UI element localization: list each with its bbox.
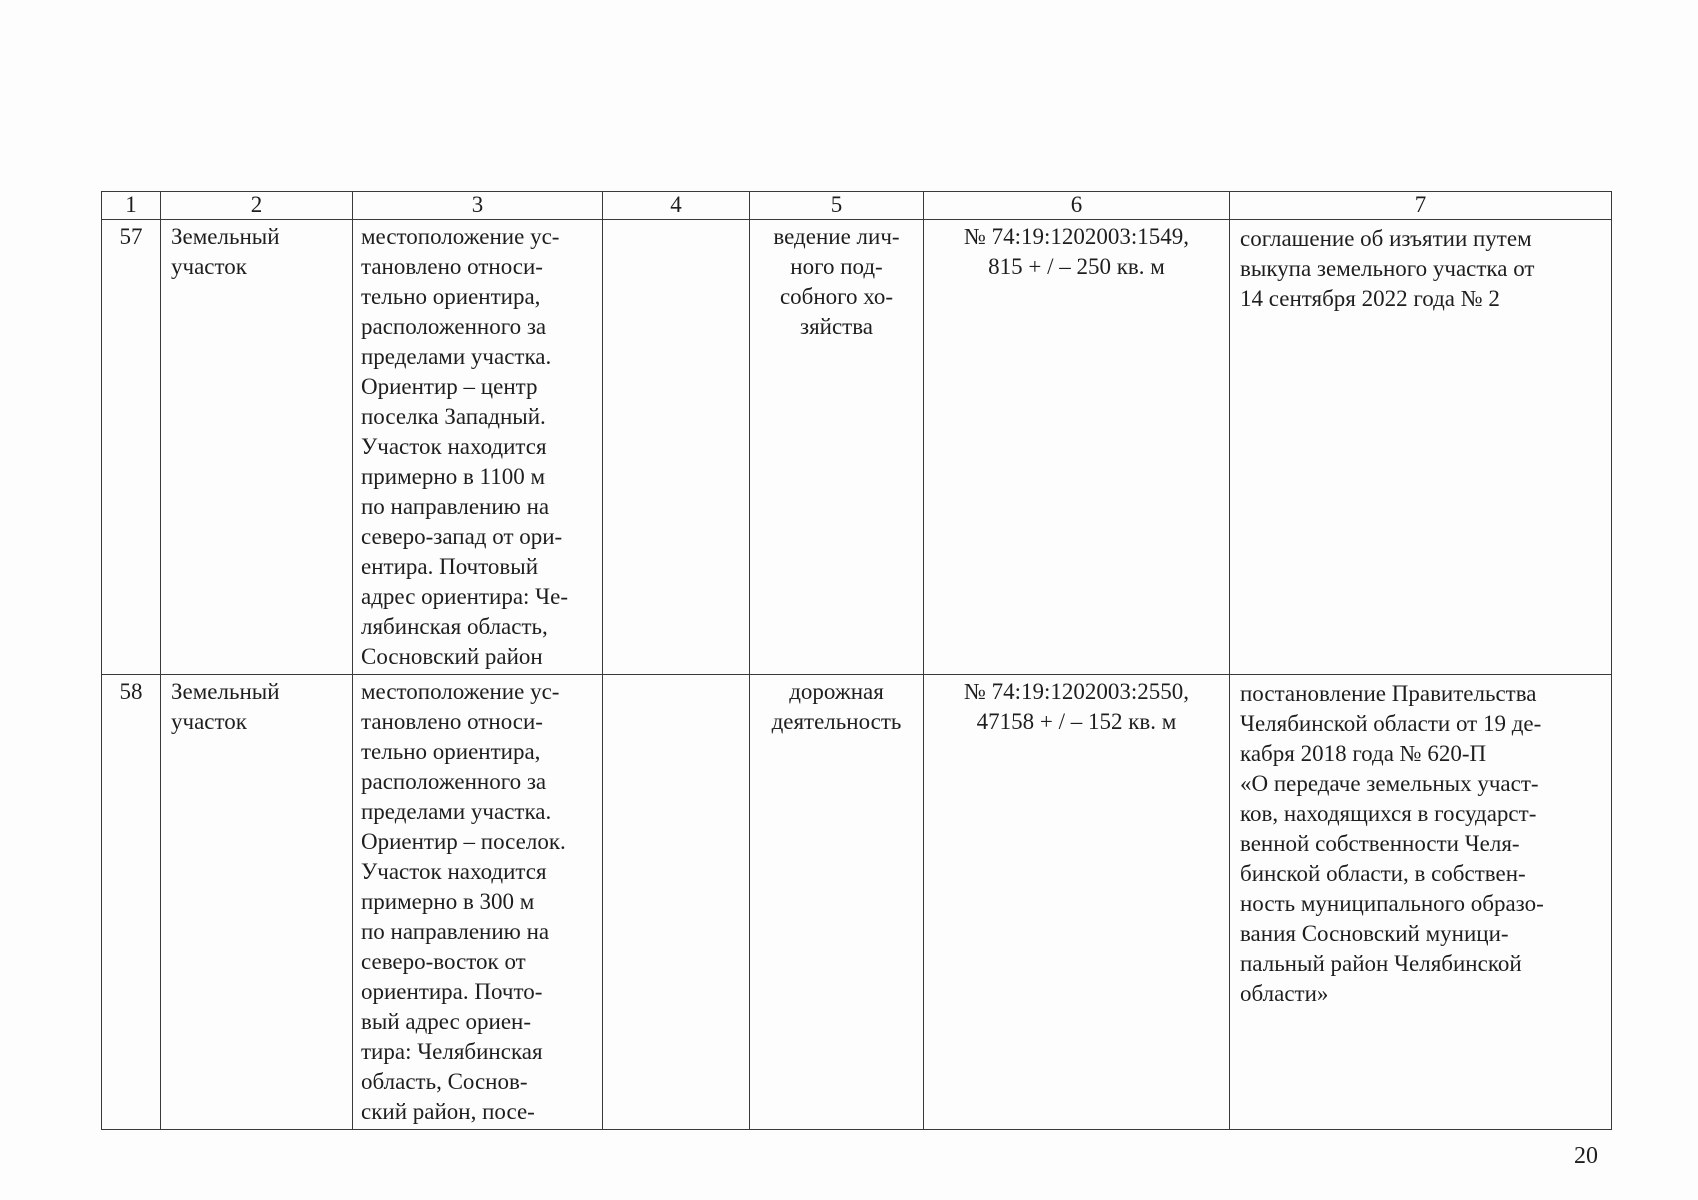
cell-text-line: местоположение ус-	[361, 224, 560, 249]
cell-text-line: ский район, посе-	[361, 1099, 535, 1124]
cell-text-line: № 74:19:1202003:2550,	[963, 679, 1190, 704]
cell-text-line: по направлению на	[361, 919, 550, 944]
land-plots-table	[101, 191, 1612, 1130]
cell-text-line: примерно в 1100 м	[361, 464, 545, 489]
empty-cell	[603, 675, 750, 1130]
cell-text-line: бинской области, в собствен-	[1240, 861, 1526, 886]
cell-text-line: 815 + / – 250 кв. м	[988, 254, 1165, 279]
cell-text-line: примерно в 300 м	[361, 889, 535, 914]
cell-text-line: ков, находящихся в государст-	[1240, 801, 1537, 826]
row-number: 57	[102, 220, 161, 675]
cell-text-line: зяйства	[800, 314, 873, 339]
cell-text-line: ность муниципального образо-	[1240, 891, 1544, 916]
cell-text-line: расположенного за	[361, 314, 547, 339]
page-number: 20	[1574, 1143, 1598, 1169]
cadastral-number-cell	[924, 220, 1230, 675]
cell-text-line: ного под-	[790, 254, 883, 279]
cell-text-line: участок	[171, 254, 247, 279]
cell-text-line: венной собственности Челя-	[1240, 831, 1520, 856]
cell-text-line: Ориентир – поселок.	[361, 829, 566, 854]
column-number: 4	[603, 192, 750, 220]
cadastral-number-cell	[924, 675, 1230, 1130]
location-cell	[353, 220, 603, 675]
cell-text-line: «О передаче земельных участ-	[1240, 771, 1539, 796]
object-type-cell	[161, 220, 353, 675]
cell-text-line: лябинская область,	[361, 614, 548, 639]
location-cell	[353, 675, 603, 1130]
cell-text-line: деятельность	[771, 709, 902, 734]
cell-text-line: ведение лич-	[773, 224, 900, 249]
cell-text-line: тельно ориентира,	[361, 284, 541, 309]
column-number: 7	[1230, 192, 1612, 220]
cell-text-line: вый адрес ориен-	[361, 1009, 532, 1034]
cell-text-line: Участок находится	[361, 434, 547, 459]
cell-text-line: Земельный	[171, 679, 280, 704]
cell-text-line: пределами участка.	[361, 344, 552, 369]
cell-text-line: области»	[1240, 981, 1329, 1006]
cell-text-line: по направлению на	[361, 494, 550, 519]
column-number-row	[102, 192, 1612, 220]
legal-basis-cell	[1230, 675, 1612, 1130]
cell-text-line: область, Соснов-	[361, 1069, 528, 1094]
column-number: 2	[161, 192, 353, 220]
cell-text-line: постановление Правительства	[1240, 681, 1537, 706]
cell-text-line: 47158 + / – 152 кв. м	[976, 709, 1177, 734]
cell-text-line: местоположение ус-	[361, 679, 560, 704]
cell-text-line: расположенного за	[361, 769, 547, 794]
column-number: 6	[924, 192, 1230, 220]
object-type-cell	[161, 675, 353, 1130]
cell-text-line: адрес ориентира: Че-	[361, 584, 568, 609]
cell-text-line: ориентира. Почто-	[361, 979, 543, 1004]
cell-text-line: Ориентир – центр	[361, 374, 538, 399]
cell-text-line: северо-восток от	[361, 949, 526, 974]
cell-text-line: северо-запад от ори-	[361, 524, 563, 549]
cell-text-line: пределами участка.	[361, 799, 552, 824]
cell-text-line: № 74:19:1202003:1549,	[963, 224, 1190, 249]
cell-text-line: дорожная	[789, 679, 884, 704]
cell-text-line: выкупа земельного участка от	[1240, 256, 1535, 281]
cell-text-line: Земельный	[171, 224, 280, 249]
permitted-use-cell	[750, 220, 924, 675]
cell-text-line: 14 сентября 2022 года № 2	[1240, 286, 1500, 311]
cell-text-line: кабря 2018 года № 620-П	[1240, 741, 1487, 766]
cell-text-line: тира: Челябинская	[361, 1039, 543, 1064]
cell-text-line: участок	[171, 709, 247, 734]
cell-text-line: соглашение об изъятии путем	[1240, 226, 1532, 251]
column-number: 1	[102, 192, 161, 220]
cell-text-line: Участок находится	[361, 859, 547, 884]
table-row	[102, 675, 1612, 1130]
table-row	[102, 220, 1612, 675]
cell-text-line: тановлено относи-	[361, 254, 543, 279]
cell-text-line: поселка Западный.	[361, 404, 546, 429]
cell-text-line: Сосновский район	[361, 644, 543, 669]
row-number: 58	[102, 675, 161, 1130]
column-number: 5	[750, 192, 924, 220]
cell-text-line: ентира. Почтовый	[361, 554, 539, 579]
empty-cell	[603, 220, 750, 675]
cell-text-line: пальный район Челябинской	[1240, 951, 1522, 976]
permitted-use-cell	[750, 675, 924, 1130]
cell-text-line: вания Сосновский муници-	[1240, 921, 1509, 946]
column-number: 3	[353, 192, 603, 220]
cell-text-line: тельно ориентира,	[361, 739, 541, 764]
cell-text-line: тановлено относи-	[361, 709, 543, 734]
cell-text-line: собного хо-	[779, 284, 894, 309]
legal-basis-cell	[1230, 220, 1612, 675]
cell-text-line: Челябинской области от 19 де-	[1240, 711, 1542, 736]
